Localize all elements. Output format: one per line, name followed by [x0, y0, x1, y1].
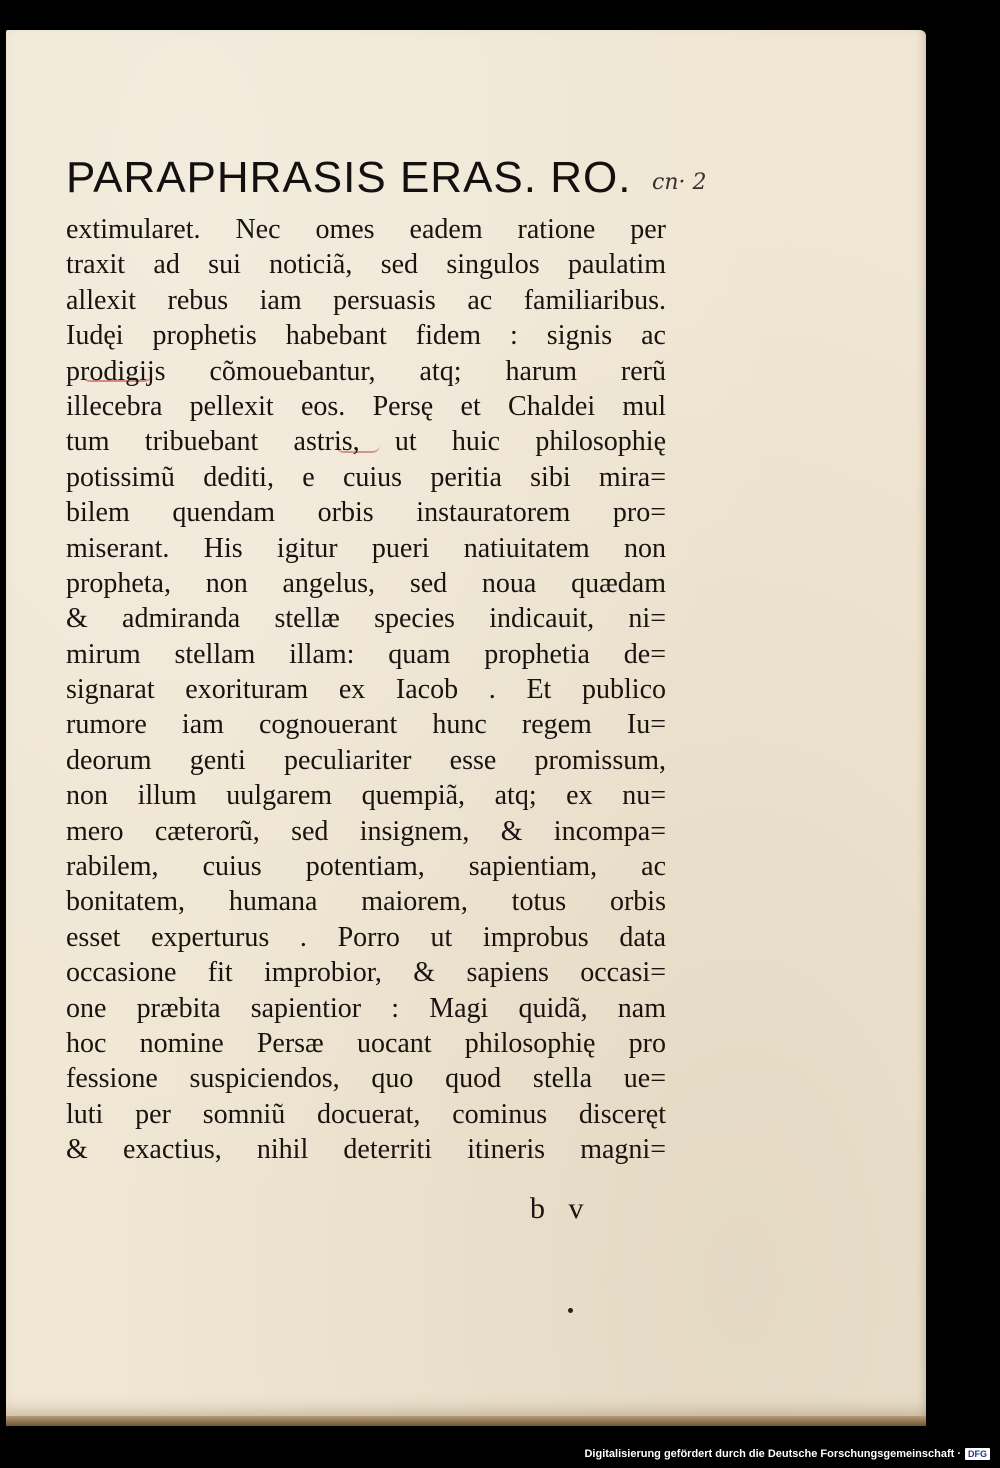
ink-dot: [568, 1308, 573, 1313]
text-line: occasione fit improbior, & sapiens occasi=: [66, 957, 666, 989]
text-line: deorum genti peculiariter esse promissum,: [66, 744, 666, 776]
text-line: bilem quendam orbis instauratorem pro=: [66, 497, 666, 529]
page-edge: [6, 1416, 926, 1426]
text-line: illecebra pellexit eos. Persę et Chaldei mul: [66, 390, 666, 422]
text-line: mirum stellam illam: quam prophetia de=: [66, 638, 666, 670]
text-line: rabilem, cuius potentiam, sapientiam, ac: [66, 851, 666, 883]
dfg-logo: DFG: [965, 1448, 990, 1460]
text-line: non illum uulgarem quempiã, atq; ex nu=: [66, 780, 666, 812]
digitization-credit: [584, 1446, 990, 1462]
running-head: PARAPHRASIS ERAS. RO.: [66, 153, 632, 202]
text-line: allexit rebus iam persuasis ac familiaribus.: [66, 284, 666, 316]
text-line: & admiranda stellæ species indicauit, ni=: [66, 603, 666, 635]
text-line: miserant. His igitur pueri natiuitatem non: [66, 532, 666, 564]
handwritten-margin-note: cn· 2: [652, 170, 707, 195]
text-line: Iudęi prophetis habebant fidem : signis ac: [66, 320, 666, 352]
credit-text: Digitalisierung gefördert durch die Deutsche Forschungsgemeinschaft ·: [584, 1448, 961, 1460]
text-line: & exactius, nihil deterriti itineris magni=: [66, 1134, 666, 1166]
text-line: signarat exorituram ex Iacob . Et publico: [66, 674, 666, 706]
text-line: tum tribuebant astris, ut huic philosophię: [66, 426, 666, 458]
text-line: traxit ad sui noticiã, sed singulos paulatim: [66, 249, 666, 281]
text-line: hoc nomine Persæ uocant philosophię pro: [66, 1027, 666, 1059]
text-line: mero cæterorũ, sed insignem, & incompa=: [66, 815, 666, 847]
text-line: rumore iam cognouerant hunc regem Iu=: [66, 709, 666, 741]
text-line: bonitatem, humana maiorem, totus orbis: [66, 886, 666, 918]
signature-mark: b v: [530, 1192, 592, 1225]
text-line: luti per somniũ docuerat, cominus disceręt: [66, 1098, 666, 1130]
text-line: prodigijs cõmouebantur, atq; harum rerũ: [66, 355, 666, 387]
text-line: extimularet. Nec omes eadem ratione per: [66, 214, 666, 245]
text-line: fessione suspiciendos, quo quod stella ue=: [66, 1063, 666, 1095]
text-line: esset experturus . Porro ut improbus data: [66, 921, 666, 953]
text-lines: [66, 212, 666, 1168]
text-line: potissimũ dediti, e cuius peritia sibi mira=: [66, 461, 666, 493]
text-line: one præbita sapientior : Magi quidã, nam: [66, 992, 666, 1024]
text-line: propheta, non angelus, sed noua quædam: [66, 567, 666, 599]
